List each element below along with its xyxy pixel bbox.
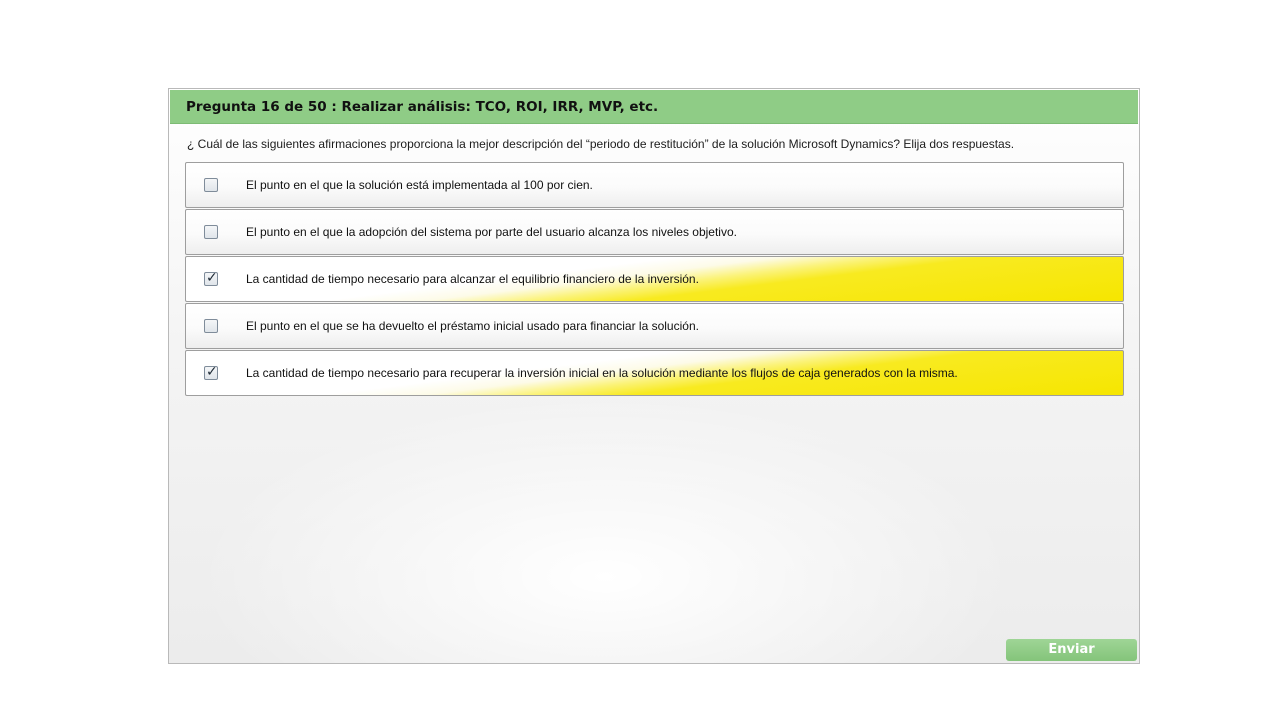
- answer-option-label: La cantidad de tiempo necesario para recuperar la inversión inicial en la solución mediante los flujos de caja generados con la misma.: [246, 366, 958, 380]
- checkbox-icon[interactable]: [204, 225, 218, 239]
- answer-option-label: El punto en el que la solución está implementada al 100 por cien.: [246, 178, 593, 192]
- check-mark-icon: ✓: [206, 270, 218, 286]
- answer-options: [185, 162, 1124, 397]
- question-prompt: ¿ Cuál de las siguientes afirmaciones proporciona la mejor descripción del “periodo de restitución” de la solución Microsoft Dynamics? Elija dos respuestas.: [187, 137, 1015, 151]
- answer-option-2[interactable]: [185, 209, 1124, 255]
- question-title: Pregunta 16 de 50 : Realizar análisis: TCO, ROI, IRR, MVP, etc.: [186, 99, 659, 115]
- answer-option-label: El punto en el que se ha devuelto el préstamo inicial usado para financiar la solución.: [246, 319, 699, 333]
- answer-option-label: La cantidad de tiempo necesario para alcanzar el equilibrio financiero de la inversión.: [246, 272, 699, 286]
- answer-option-4[interactable]: [185, 303, 1124, 349]
- answer-option-5[interactable]: [185, 350, 1124, 396]
- checkbox-icon[interactable]: [204, 272, 218, 286]
- quiz-panel: [168, 88, 1140, 664]
- answer-option-3[interactable]: [185, 256, 1124, 302]
- checkbox-icon[interactable]: [204, 319, 218, 333]
- question-header: [170, 90, 1138, 124]
- answer-option-1[interactable]: [185, 162, 1124, 208]
- checkbox-icon[interactable]: [204, 178, 218, 192]
- answer-option-label: El punto en el que la adopción del sistema por parte del usuario alcanza los niveles objetivo.: [246, 225, 737, 239]
- submit-button[interactable]: Enviar: [1006, 639, 1137, 661]
- check-mark-icon: ✓: [206, 364, 218, 380]
- checkbox-icon[interactable]: [204, 366, 218, 380]
